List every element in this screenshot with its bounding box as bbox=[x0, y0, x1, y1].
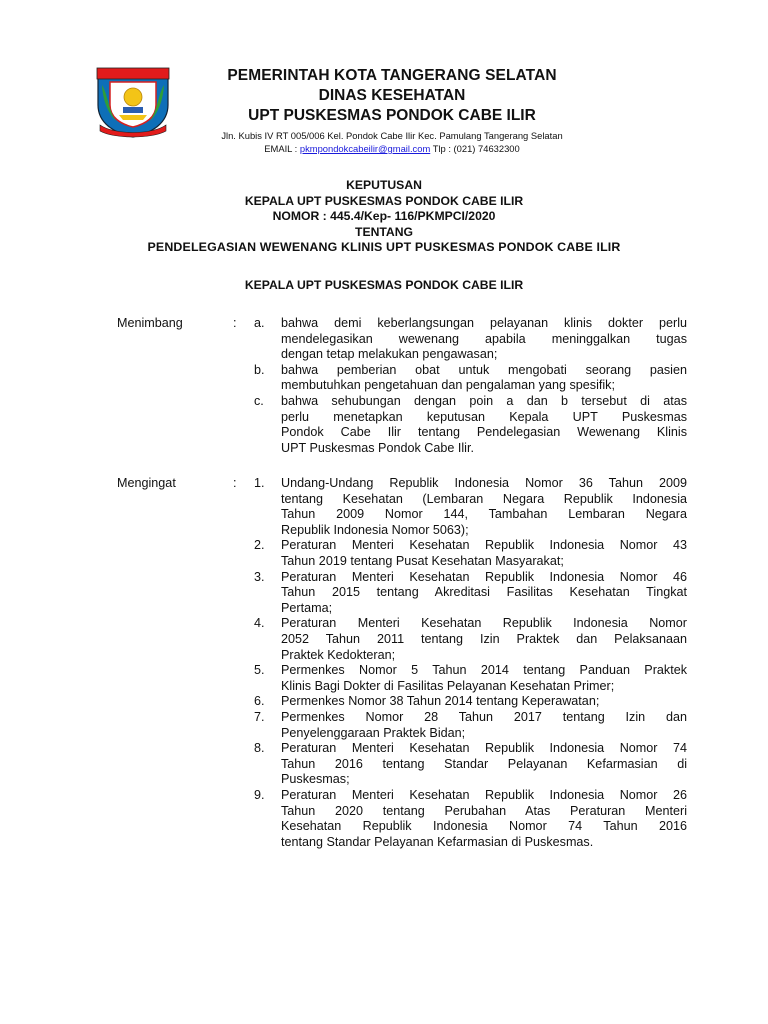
text-line: Klinis Bagi Dokter di Fasilitas Pelayanan Kesehatan Primer; bbox=[281, 678, 615, 693]
text-line: Peraturan Menteri Kesehatan Republik Indonesia Nomor 43 bbox=[281, 538, 687, 553]
text-line: Permenkes Nomor 5 Tahun 2014 tentang Panduan Praktek bbox=[281, 663, 687, 678]
list-item-number: c. bbox=[254, 394, 264, 408]
decree-subject: PENDELEGASIAN WEWENANG KLINIS UPT PUSKESMAS PONDOK CABE ILIR bbox=[147, 240, 621, 254]
text-line: UPT Puskesmas Pondok Cabe Ilir. bbox=[281, 440, 474, 455]
decree-tentang: TENTANG bbox=[355, 224, 413, 239]
list-item-number: b. bbox=[254, 362, 265, 377]
text-line: Pondok Cabe Ilir tentang Pendelegasian Wewenang Klinis bbox=[281, 425, 687, 440]
text-line: Puskesmas; bbox=[281, 772, 350, 787]
text-line: tentang Kesehatan (Lembaran Negara Republik Indonesia bbox=[281, 491, 687, 506]
decree-heading: KEPUTUSAN bbox=[346, 178, 422, 192]
text-line: bahwa sehubungan dengan poin a dan b tersebut di atas bbox=[281, 394, 687, 408]
gov-title: PEMERINTAH KOTA TANGERANG SELATAN bbox=[227, 67, 557, 84]
list-item-text bbox=[281, 710, 687, 741]
text-line: Peraturan Menteri Kesehatan Republik Indonesia Nomor 46 bbox=[281, 569, 687, 584]
text-line: Peraturan Menteri Kesehatan Republik Indonesia Nomor 26 bbox=[281, 788, 687, 802]
section-label: Menimbang bbox=[117, 316, 183, 330]
text-line: Kesehatan Republik Indonesia Nomor 74 Tahun 2016 bbox=[281, 819, 687, 834]
list-item-text bbox=[281, 538, 687, 569]
decree-number: NOMOR : 445.4/Kep- 116/PKMPCI/2020 bbox=[272, 209, 496, 223]
text-line: membutuhkan pengetahuan dan pengalaman yang spesifik; bbox=[281, 378, 615, 393]
text-line: perlu menetapkan keputusan Kepala UPT Puskesmas bbox=[281, 409, 687, 424]
letterhead bbox=[172, 66, 612, 155]
section-colon: : bbox=[233, 316, 237, 330]
text-line: Permenkes Nomor 28 Tahun 2017 tentang Izin dan bbox=[281, 710, 687, 724]
text-line: Penyelenggaraan Praktek Bidan; bbox=[281, 725, 466, 740]
text-line: Tahun 2016 tentang Standar Pelayanan Kefarmasian di bbox=[281, 756, 687, 771]
list-item-number: 9. bbox=[254, 788, 265, 802]
list-item-text bbox=[281, 570, 687, 617]
email-link[interactable]: pkmpondokcabeilir@gmail.com bbox=[299, 143, 431, 154]
institution-title: UPT PUSKESMAS PONDOK CABE ILIR bbox=[248, 107, 536, 124]
text-line: tentang Standar Pelayanan Kefarmasian di Puskesmas. bbox=[281, 834, 594, 849]
decree-authority-repeat: KEPALA UPT PUSKESMAS PONDOK CABE ILIR bbox=[244, 278, 524, 292]
list-item-text bbox=[281, 476, 687, 538]
text-line: bahwa pemberian obat untuk mengobati seorang pasien bbox=[281, 362, 687, 377]
text-line: Tahun 2015 tentang Akreditasi Fasilitas Kesehatan Tingkat bbox=[281, 585, 687, 600]
list-item-number: 8. bbox=[254, 741, 265, 756]
text-line: Republik Indonesia Nomor 5063); bbox=[281, 522, 469, 537]
list-item-number: 1. bbox=[254, 476, 265, 490]
list-item-text bbox=[281, 741, 687, 788]
text-line: Praktek Kedokteran; bbox=[281, 647, 396, 662]
list-item-text bbox=[281, 316, 687, 363]
text-line: dengan tetap melakukan pengawasan; bbox=[281, 347, 498, 362]
list-item-text bbox=[281, 788, 687, 850]
list-item-number: 5. bbox=[254, 663, 265, 678]
text-line: Tahun 2009 Nomor 144, Tambahan Lembaran Negara bbox=[281, 507, 687, 522]
list-item-number: 2. bbox=[254, 538, 265, 553]
email-label: EMAIL : bbox=[264, 143, 300, 154]
list-item-number: 7. bbox=[254, 710, 265, 724]
text-line: Undang-Undang Republik Indonesia Nomor 36 Tahun 2009 bbox=[281, 476, 687, 490]
text-line: Permenkes Nomor 38 Tahun 2014 tentang Keperawatan; bbox=[281, 694, 600, 709]
list-item-text bbox=[281, 694, 687, 710]
section-label: Mengingat bbox=[117, 476, 176, 490]
text-line: Tahun 2020 tentang Perubahan Atas Peraturan Menteri bbox=[281, 803, 687, 818]
decree-authority: KEPALA UPT PUSKESMAS PONDOK CABE ILIR bbox=[244, 193, 524, 208]
list-item-text bbox=[281, 394, 687, 456]
list-item-text bbox=[281, 663, 687, 694]
text-line: mendelegasikan wewenang apabila meninggalkan tugas bbox=[281, 331, 687, 346]
text-line: Peraturan Menteri Kesehatan Republik Indonesia Nomor bbox=[281, 616, 687, 631]
text-line: Peraturan Menteri Kesehatan Republik Indonesia Nomor 74 bbox=[281, 741, 687, 756]
list-item-text bbox=[281, 363, 687, 394]
list-item-number: 4. bbox=[254, 616, 265, 631]
text-line: bahwa demi keberlangsungan pelayanan klinis dokter perlu bbox=[281, 316, 687, 330]
list-item-number: a. bbox=[254, 316, 265, 330]
text-line: Tahun 2019 tentang Pusat Kesehatan Masyarakat; bbox=[281, 553, 564, 568]
text-line: 2052 Tahun 2011 tentang Izin Praktek dan Pelaksanaan bbox=[281, 631, 687, 646]
list-item-text bbox=[281, 616, 687, 663]
list-item-number: 6. bbox=[254, 694, 265, 709]
contact-line bbox=[172, 142, 612, 155]
city-emblem-logo bbox=[94, 65, 172, 139]
address-line: Jln. Kubis IV RT 005/006 Kel. Pondok Cabe Ilir Kec. Pamulang Tangerang Selatan bbox=[221, 130, 563, 141]
list-item-number: 3. bbox=[254, 569, 265, 584]
text-line: Pertama; bbox=[281, 600, 333, 615]
decree-title-block bbox=[60, 178, 708, 256]
phone-text: Tlp : (021) 74632300 bbox=[430, 143, 520, 154]
section-colon: : bbox=[233, 476, 237, 490]
department-title: DINAS KESEHATAN bbox=[318, 87, 466, 104]
